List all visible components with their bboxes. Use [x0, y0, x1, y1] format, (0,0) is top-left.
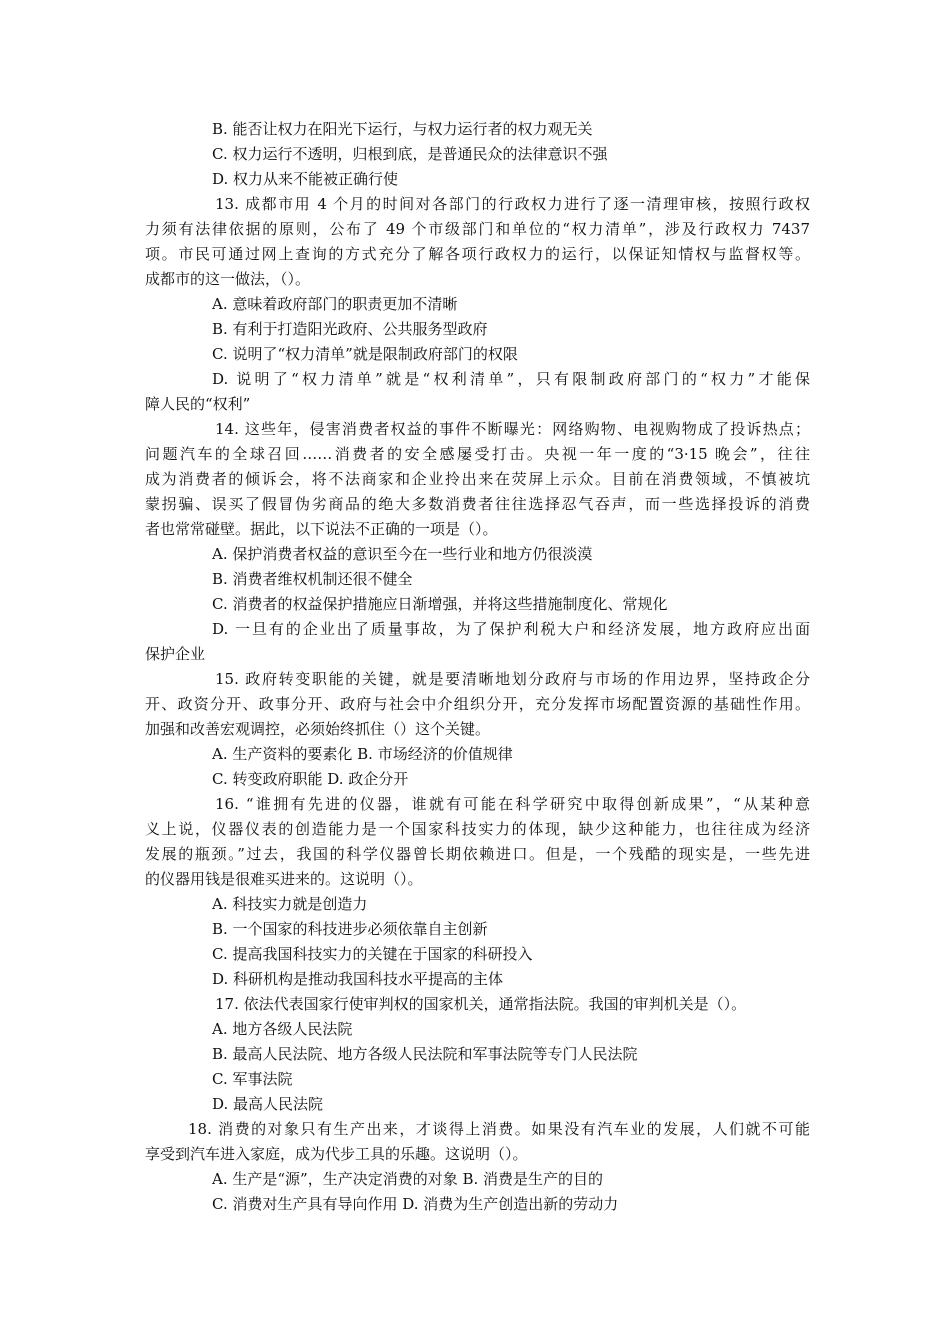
- q16-stem-line-4: 的仪器用钱是很难买进来的。这说明（）。: [145, 870, 423, 888]
- q15-stem-line-1: 15. 政府转变职能的关键，就是要清晰地划分政府与市场的作用边界，坚持政企分: [215, 670, 810, 688]
- q13-option-b: B. 有利于打造阳光政府、公共服务型政府: [212, 320, 488, 338]
- q12-option-c: C. 权力运行不透明，归根到底，是普通民众的法律意识不强: [212, 145, 608, 163]
- q16-option-c: C. 提高我国科技实力的关键在于国家的科研投入: [212, 945, 533, 963]
- q18-stem-line-2: 享受到汽车进入家庭，成为代步工具的乐趣。这说明（）。: [145, 1145, 528, 1163]
- q14-stem-line-5: 者也常常碰壁。据此，以下说法不正确的一项是（）。: [145, 520, 498, 538]
- q18-options-ab: A. 生产是“源”，生产决定消费的对象 B. 消费是生产的目的: [212, 1170, 604, 1188]
- q16-stem-line-3: 发展的瓶颈。”过去，我国的科学仪器曾长期依赖进口。但是，一个残酷的现实是，一些先进: [145, 845, 810, 863]
- q16-option-b: B. 一个国家的科技进步必须依靠自主创新: [212, 920, 488, 938]
- q14-stem-line-4: 蒙拐骗、误买了假冒伪劣商品的绝大多数消费者往往选择忍气吞声，而一些选择投诉的消费: [145, 495, 810, 513]
- q14-option-d-cont: 保护企业: [145, 645, 206, 663]
- q16-stem-line-2: 义上说，仪器仪表的创造能力是一个国家科技实力的体现，缺少这种能力，也往往成为经济: [145, 820, 810, 838]
- q14-option-b: B. 消费者维权机制还很不健全: [212, 570, 413, 588]
- q14-stem-line-3: 成为消费者的倾诉会，将不法商家和企业拎出来在荧屏上示众。目前在消费领域，不慎被坑: [145, 470, 810, 488]
- q13-option-d-cont: 障人民的“权利”: [145, 395, 251, 413]
- q15-stem-line-2: 开、政资分开、政事分开、政府与社会中介组织分开，充分发挥市场配置资源的基础性作用。: [145, 695, 810, 713]
- q13-stem-line-4: 成都市的这一做法，（）。: [145, 270, 311, 288]
- q13-stem-line-2: 力须有法律依据的原则，公布了 49 个市级部门和单位的“权力清单”，涉及行政权力 7437: [145, 220, 810, 238]
- q15-stem-line-3: 加强和改善宏观调控，必须始终抓住（）这个关键。: [145, 720, 491, 738]
- q16-option-a: A. 科技实力就是创造力: [212, 895, 368, 913]
- q17-option-d: D. 最高人民法院: [212, 1095, 324, 1113]
- q18-options-cd: C. 消费对生产具有导向作用 D. 消费为生产创造出新的劳动力: [212, 1195, 619, 1213]
- q12-option-b: B. 能否让权力在阳光下运行，与权力运行者的权力观无关: [212, 120, 593, 138]
- q17-option-b: B. 最高人民法院、地方各级人民法院和军事法院等专门人民法院: [212, 1045, 638, 1063]
- q13-option-a: A. 意味着政府部门的职责更加不清晰: [212, 295, 458, 313]
- q13-option-d: D. 说明了“权力清单”就是“权利清单”，只有限制政府部门的“权力”才能保: [212, 370, 810, 388]
- q13-stem-line-3: 项。市民可通过网上查询的方式充分了解各项行政权力的运行，以保证知情权与监督权等。: [145, 245, 810, 263]
- q14-option-c: C. 消费者的权益保护措施应日渐增强，并将这些措施制度化、常规化: [212, 595, 668, 613]
- q12-option-d: D. 权力从来不能被正确行使: [212, 170, 399, 188]
- q14-option-d: D. 一旦有的企业出了质量事故，为了保护利税大户和经济发展，地方政府应出面: [212, 620, 810, 638]
- q17-option-c: C. 军事法院: [212, 1070, 293, 1088]
- q14-stem-line-2: 问题汽车的全球召回……消费者的安全感屡受打击。央视一年一度的“3·15 晚会”，往往: [145, 445, 810, 463]
- q17-stem: 17. 依法代表国家行使审判权的国家机关，通常指法院。我国的审判机关是（）。: [215, 995, 747, 1013]
- q18-stem-line-1: 18. 消费的对象只有生产出来，才谈得上消费。如果没有汽车业的发展，人们就不可能: [188, 1120, 810, 1138]
- q16-option-d: D. 科研机构是推动我国科技水平提高的主体: [212, 970, 504, 988]
- q13-option-c: C. 说明了“权力清单”就是限制政府部门的权限: [212, 345, 518, 363]
- q15-options-cd: C. 转变政府职能 D. 政企分开: [212, 770, 409, 788]
- q13-stem-line-1: 13. 成都市用 4 个月的时间对各部门的行政权力进行了逐一清理审核，按照行政权: [215, 195, 810, 213]
- q14-option-a: A. 保护消费者权益的意识至今在一些行业和地方仍很淡漠: [212, 545, 593, 563]
- q17-option-a: A. 地方各级人民法院: [212, 1020, 353, 1038]
- q14-stem-line-1: 14. 这些年，侵害消费者权益的事件不断曝光：网络购物、电视购物成了投诉热点；: [215, 420, 810, 438]
- q15-options-ab: A. 生产资料的要素化 B. 市场经济的价值规律: [212, 745, 513, 763]
- q16-stem-line-1: 16. “谁拥有先进的仪器，谁就有可能在科学研究中取得创新成果”，“从某种意: [215, 795, 810, 813]
